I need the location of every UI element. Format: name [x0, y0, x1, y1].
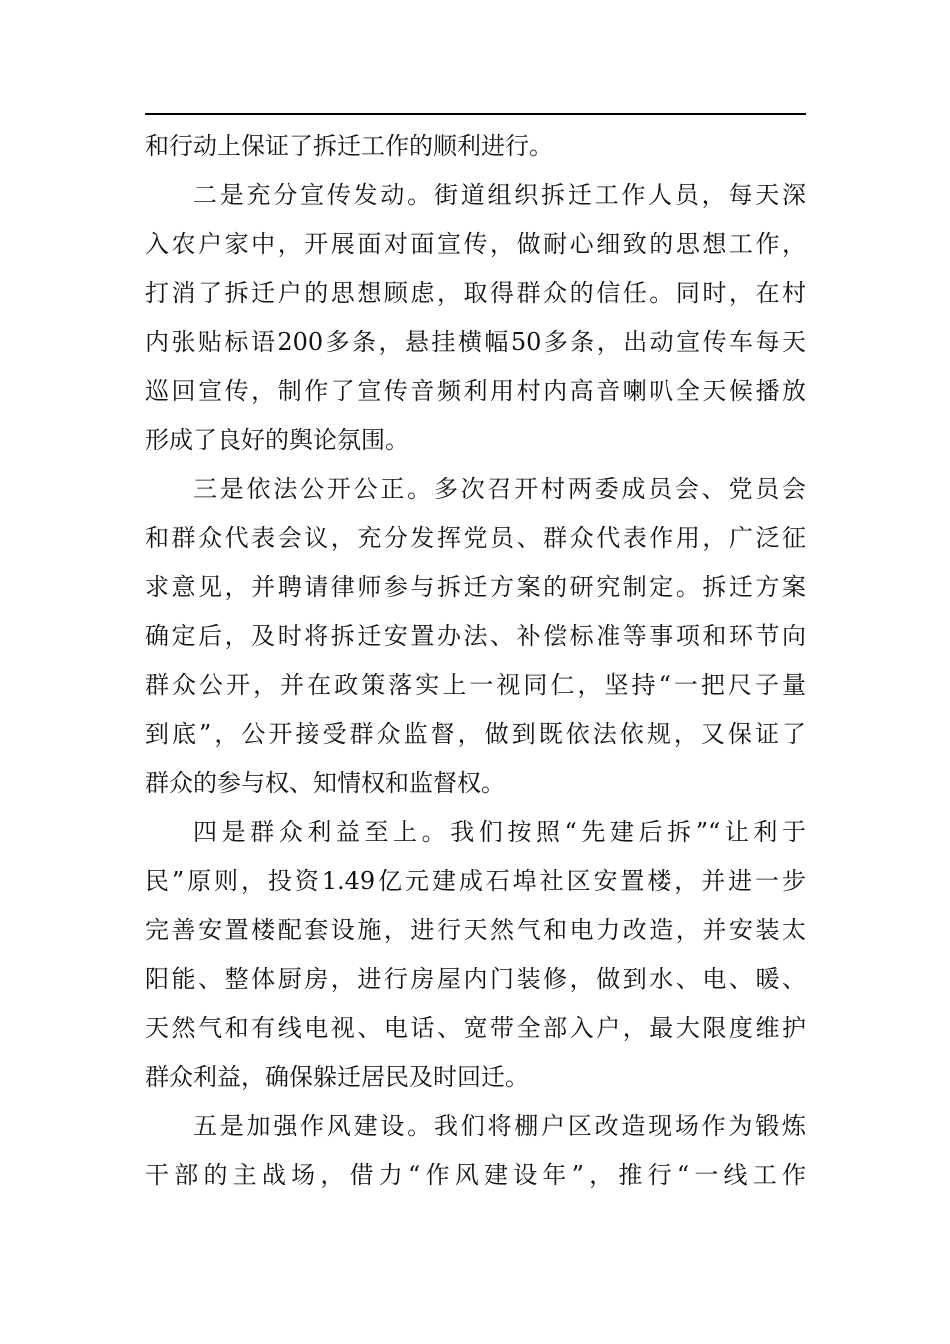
text-line-12: 群众公开，并在政策落实上一视同仁，坚持“一把尺子量: [145, 671, 806, 699]
text-line-7: 形成了良好的舆论氛围。: [145, 426, 409, 454]
text-line-6: 巡回宣传，制作了宣传音频利用村内高音喇叭全天候播放: [145, 377, 806, 405]
text-line-9: 和群众代表会议，充分发挥党员、群众代表作用，广泛征: [145, 524, 806, 552]
text-line-10: 求意见，并聘请律师参与拆迁方案的研究制定。拆迁方案: [145, 573, 806, 601]
text-line-15: 四是群众利益至上。我们按照“先建后拆”“让利于: [193, 818, 806, 846]
text-line-1: 和行动上保证了拆迁工作的顺利进行。: [145, 132, 553, 160]
text-line-4: 打消了拆迁户的思想顾虑，取得群众的信任。同时，在村: [145, 279, 806, 307]
text-line-16: 民”原则，投资1.49亿元建成石埠社区安置楼，并进一步: [145, 867, 806, 895]
text-line-8: 三是依法公开公正。多次召开村两委成员会、党员会: [193, 475, 806, 503]
text-line-2: 二是充分宣传发动。街道组织拆迁工作人员，每天深: [193, 181, 806, 209]
text-line-20: 群众利益，确保躲迁居民及时回迁。: [145, 1063, 529, 1091]
text-line-19: 天然气和有线电视、电话、宽带全部入户，最大限度维护: [145, 1014, 806, 1042]
header-rule: [145, 113, 806, 115]
text-line-13: 到底”，公开接受群众监督，做到既依法依规，又保证了: [145, 720, 806, 748]
text-line-18: 阳能、整体厨房，进行房屋内门装修，做到水、电、暖、: [145, 965, 806, 993]
text-line-22: 干部的主战场，借力“作风建设年”，推行“一线工作: [145, 1161, 806, 1189]
text-line-11: 确定后，及时将拆迁安置办法、补偿标准等事项和环节向: [145, 622, 806, 650]
text-line-14: 群众的参与权、知情权和监督权。: [145, 769, 505, 797]
text-line-17: 完善安置楼配套设施，进行天然气和电力改造，并安装太: [145, 916, 806, 944]
text-line-21: 五是加强作风建设。我们将棚户区改造现场作为锻炼: [193, 1112, 806, 1140]
text-line-5: 内张贴标语200多条，悬挂横幅50多条，出动宣传车每天: [145, 328, 806, 356]
text-line-3: 入农户家中，开展面对面宣传，做耐心细致的思想工作，: [145, 230, 806, 258]
